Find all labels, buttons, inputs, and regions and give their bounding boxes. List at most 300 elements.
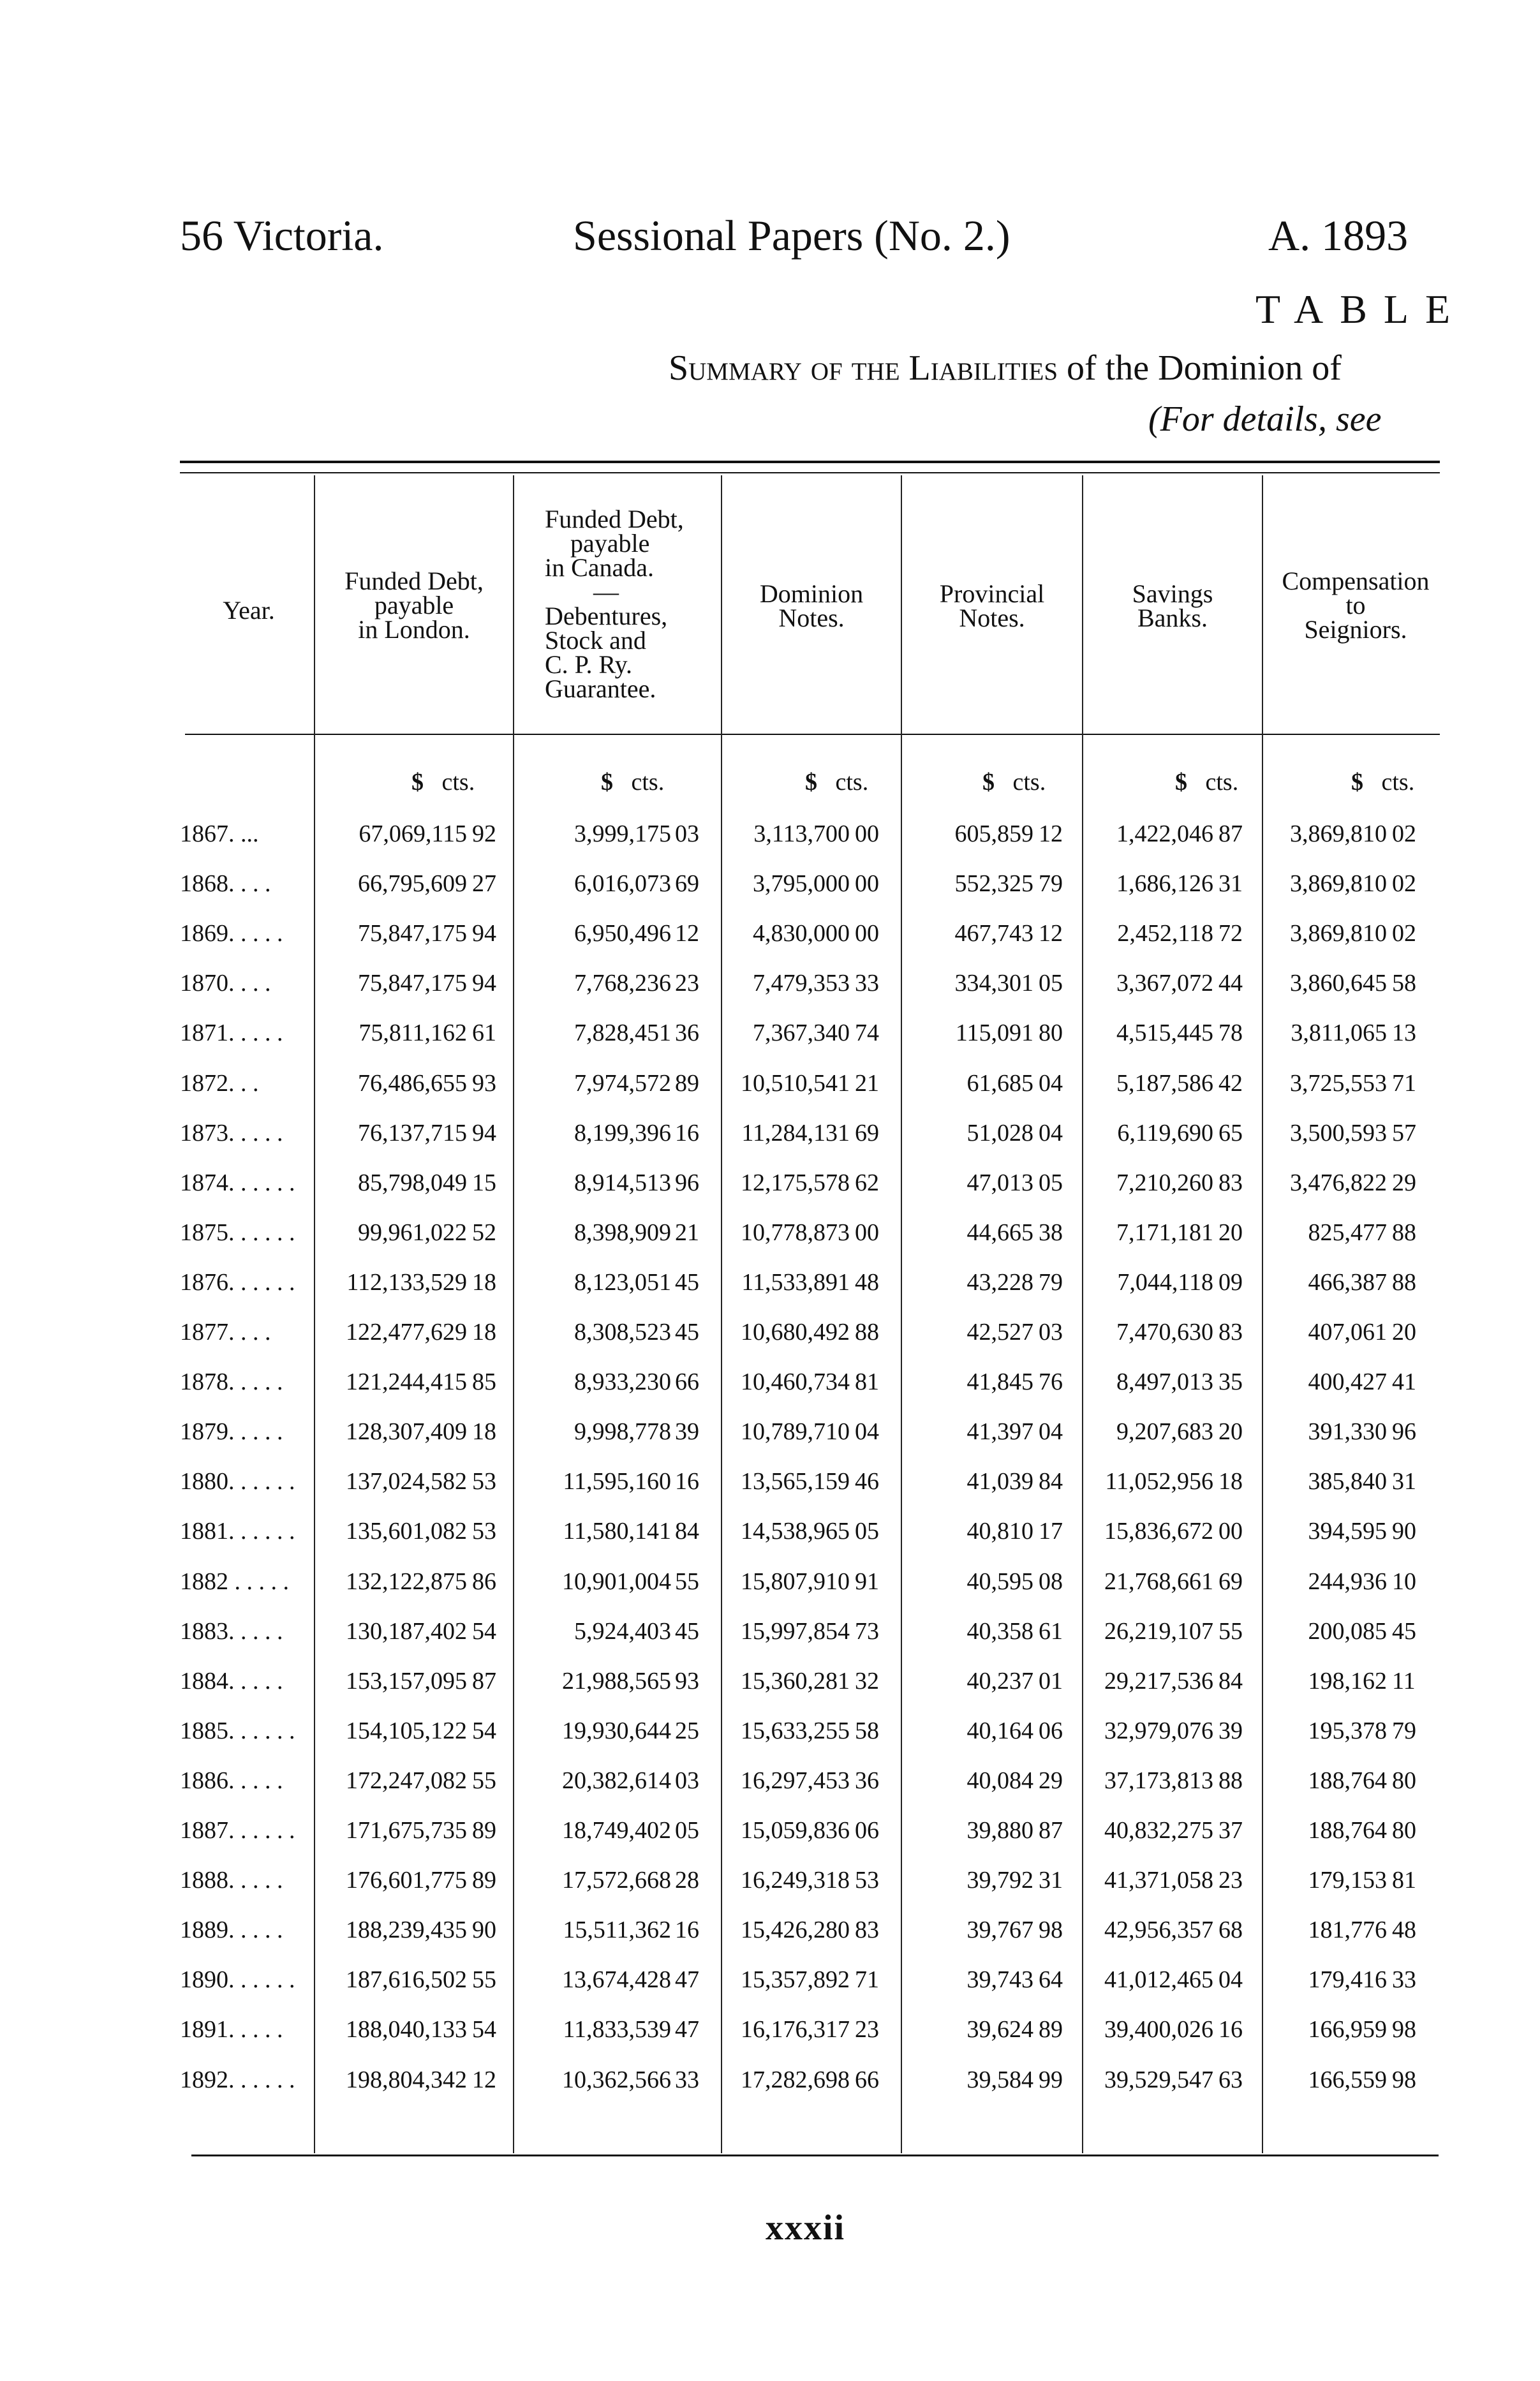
- dominion-cents: 33: [855, 970, 879, 997]
- dominion-amount: 10,789,710: [741, 1418, 850, 1446]
- savings-amount: 37,173,813: [1104, 1767, 1213, 1794]
- table-row: [0, 1966, 1540, 2015]
- dominion-cents: 32: [855, 1667, 879, 1695]
- row-year: 1867. ...: [180, 820, 259, 847]
- unit-cents: cts.: [631, 769, 665, 796]
- dominion-cents: 05: [855, 1518, 879, 1545]
- seigniors-amount: 3,500,593: [1290, 1119, 1387, 1146]
- savings-cents: 69: [1218, 1568, 1243, 1595]
- dominion-amount: 11,533,891: [741, 1268, 850, 1296]
- dominion-amount: 15,426,280: [741, 1917, 850, 1944]
- provincial-cents: 79: [1039, 870, 1063, 898]
- dominion-amount: 11,284,131: [741, 1119, 850, 1146]
- provincial-cents: 17: [1039, 1518, 1063, 1545]
- dominion-cents: 83: [855, 1917, 879, 1944]
- seigniors-cents: 20: [1392, 1319, 1416, 1346]
- provincial-cents: 84: [1039, 1468, 1063, 1495]
- top-rule: [180, 461, 1440, 463]
- provincial-amount: 61,685: [966, 1069, 1033, 1097]
- savings-amount: 41,371,058: [1104, 1867, 1213, 1894]
- canada-line-6: Stock and: [545, 626, 646, 655]
- london-amount: 188,040,133: [346, 2016, 467, 2044]
- unit-cents: cts.: [835, 769, 869, 796]
- subtitle-smallcaps: Summary of the Liabilities: [669, 348, 1058, 388]
- savings-amount: 7,171,181: [1116, 1219, 1213, 1246]
- page-number: xxxii: [766, 2208, 846, 2248]
- canada-amount: 8,914,513: [574, 1169, 671, 1196]
- provincial-amount: 40,358: [966, 1617, 1033, 1645]
- unit-provincial: [982, 768, 1046, 796]
- canada-amount: 6,016,073: [574, 870, 671, 898]
- table-row: [0, 2066, 1540, 2116]
- london-cents: 55: [472, 1966, 496, 1994]
- canada-cents: 23: [675, 970, 699, 997]
- provincial-amount: 39,792: [966, 1867, 1033, 1894]
- savings-cents: 35: [1218, 1369, 1243, 1396]
- london-cents: 61: [472, 1020, 496, 1047]
- provincial-amount: 334,301: [954, 970, 1033, 997]
- savings-cents: 84: [1218, 1667, 1243, 1695]
- savings-line-2: Banks.: [1137, 604, 1208, 632]
- london-amount: 137,024,582: [346, 1468, 467, 1495]
- canada-cents: 45: [675, 1617, 699, 1645]
- table-row: [0, 1368, 1540, 1418]
- london-cents: 87: [472, 1667, 496, 1695]
- unit-cents: cts.: [441, 769, 475, 796]
- canada-amount: 8,933,230: [574, 1369, 671, 1396]
- table-row: [0, 1268, 1540, 1318]
- savings-amount: 3,367,072: [1116, 970, 1213, 997]
- dominion-amount: 13,565,159: [741, 1468, 850, 1495]
- savings-amount: 9,207,683: [1116, 1418, 1213, 1446]
- table-row: [0, 1866, 1540, 1916]
- col-header-london: [315, 569, 513, 642]
- canada-cents: 45: [675, 1319, 699, 1346]
- london-amount: 122,477,629: [346, 1319, 467, 1346]
- london-cents: 18: [472, 1268, 496, 1296]
- savings-amount: 1,686,126: [1116, 870, 1213, 898]
- london-cents: 53: [472, 1468, 496, 1495]
- table-row: [0, 870, 1540, 919]
- dominion-amount: 7,479,353: [753, 970, 850, 997]
- dominion-amount: 15,360,281: [741, 1667, 850, 1695]
- dominion-amount: 16,176,317: [741, 2016, 850, 2044]
- row-year: 1890. . . . . .: [180, 1966, 295, 1994]
- table-row: [0, 1069, 1540, 1119]
- dominion-amount: 15,633,255: [741, 1717, 850, 1744]
- seigniors-line-3: Seigniors.: [1304, 615, 1407, 644]
- col-header-provincial: [902, 579, 1082, 632]
- savings-cents: 55: [1218, 1617, 1243, 1645]
- seigniors-cents: 58: [1392, 970, 1416, 997]
- canada-line-7: C. P. Ry.: [545, 650, 632, 679]
- provincial-cents: 29: [1039, 1767, 1063, 1794]
- dominion-cents: 06: [855, 1817, 879, 1844]
- canada-amount: 11,595,160: [563, 1468, 671, 1495]
- dominion-cents: 04: [855, 1418, 879, 1446]
- canada-amount: 18,749,402: [562, 1817, 671, 1844]
- unit-dollar: $: [601, 769, 613, 796]
- savings-cents: 20: [1218, 1418, 1243, 1446]
- table-row: [0, 1816, 1540, 1866]
- canada-cents: 33: [675, 2066, 699, 2093]
- unit-dominion: [805, 768, 868, 796]
- dominion-amount: 15,997,854: [741, 1617, 850, 1645]
- london-amount: 76,486,655: [358, 1069, 467, 1097]
- table-heading: TABLE: [1255, 286, 1467, 332]
- dominion-amount: 10,510,541: [741, 1069, 850, 1097]
- provincial-amount: 39,624: [966, 2016, 1033, 2044]
- table-row: [0, 1418, 1540, 1467]
- col-header-seigniors: [1263, 569, 1448, 642]
- canada-amount: 20,382,614: [562, 1767, 671, 1794]
- london-amount: 99,961,022: [358, 1219, 467, 1246]
- col-header-savings: [1083, 579, 1262, 632]
- table-row: [0, 919, 1540, 969]
- london-cents: 15: [472, 1169, 496, 1196]
- table-row: [0, 1318, 1540, 1368]
- dominion-cents: 00: [855, 870, 879, 898]
- provincial-amount: 41,039: [966, 1468, 1033, 1495]
- canada-cents: 21: [675, 1219, 699, 1246]
- seigniors-cents: 96: [1392, 1418, 1416, 1446]
- seigniors-amount: 391,330: [1308, 1418, 1387, 1446]
- dominion-cents: 21: [855, 1069, 879, 1097]
- savings-cents: 23: [1218, 1867, 1243, 1894]
- canada-amount: 17,572,668: [562, 1867, 671, 1894]
- seigniors-cents: 88: [1392, 1268, 1416, 1296]
- london-amount: 121,244,415: [346, 1369, 467, 1396]
- provincial-cents: 08: [1039, 1568, 1063, 1595]
- dominion-cents: 23: [855, 2016, 879, 2044]
- unit-seigniors: [1351, 768, 1414, 796]
- seigniors-amount: 385,840: [1308, 1468, 1387, 1495]
- canada-amount: 6,950,496: [574, 920, 671, 947]
- savings-cents: 20: [1218, 1219, 1243, 1246]
- table-subtitle: [669, 348, 1342, 389]
- row-year: 1891. . . . .: [180, 2016, 283, 2044]
- provincial-amount: 42,527: [966, 1319, 1033, 1346]
- seigniors-line-2: to: [1345, 591, 1366, 619]
- provincial-cents: 05: [1039, 1169, 1063, 1196]
- top-rule-thin: [180, 472, 1440, 473]
- canada-cents: 05: [675, 1817, 699, 1844]
- london-line-3: in London.: [358, 615, 470, 644]
- provincial-cents: 76: [1039, 1369, 1063, 1396]
- dominion-cents: 46: [855, 1468, 879, 1495]
- provincial-amount: 552,325: [954, 870, 1033, 898]
- row-year: 1874. . . . . .: [180, 1169, 295, 1196]
- london-cents: 86: [472, 1568, 496, 1595]
- dominion-cents: 69: [855, 1119, 879, 1146]
- canada-cents: 25: [675, 1717, 699, 1744]
- row-year: 1884. . . . .: [180, 1667, 283, 1695]
- seigniors-amount: 400,427: [1308, 1369, 1387, 1396]
- savings-cents: 18: [1218, 1468, 1243, 1495]
- london-cents: 85: [472, 1369, 496, 1396]
- dominion-amount: 10,778,873: [741, 1219, 850, 1246]
- london-cents: 89: [472, 1817, 496, 1844]
- provincial-amount: 41,397: [966, 1418, 1033, 1446]
- seigniors-amount: 200,085: [1308, 1617, 1387, 1645]
- canada-line-4: —: [593, 577, 619, 606]
- table-row: [0, 1717, 1540, 1767]
- unit-dollar: $: [411, 769, 424, 796]
- london-cents: 93: [472, 1069, 496, 1097]
- seigniors-cents: 29: [1392, 1169, 1416, 1196]
- canada-amount: 5,924,403: [574, 1617, 671, 1645]
- savings-amount: 42,956,357: [1104, 1917, 1213, 1944]
- provincial-amount: 51,028: [966, 1119, 1033, 1146]
- provincial-amount: 40,595: [966, 1568, 1033, 1595]
- provincial-cents: 03: [1039, 1319, 1063, 1346]
- canada-amount: 7,828,451: [574, 1020, 671, 1047]
- savings-amount: 32,979,076: [1104, 1717, 1213, 1744]
- canada-amount: 21,988,565: [562, 1667, 671, 1695]
- seigniors-amount: 3,860,645: [1290, 970, 1387, 997]
- canada-cents: 16: [675, 1119, 699, 1146]
- seigniors-amount: 466,387: [1308, 1268, 1387, 1296]
- col-header-year-text: Year.: [223, 596, 275, 625]
- savings-amount: 7,470,630: [1116, 1319, 1213, 1346]
- unit-canada: [601, 768, 664, 796]
- seigniors-amount: 166,559: [1308, 2066, 1387, 2093]
- provincial-amount: 40,164: [966, 1717, 1033, 1744]
- savings-cents: 16: [1218, 2016, 1243, 2044]
- canada-amount: 8,398,909: [574, 1219, 671, 1246]
- london-cents: 52: [472, 1219, 496, 1246]
- provincial-cents: 79: [1039, 1268, 1063, 1296]
- seigniors-cents: 81: [1392, 1867, 1416, 1894]
- provincial-amount: 39,584: [966, 2066, 1033, 2093]
- savings-amount: 41,012,465: [1104, 1966, 1213, 1994]
- dominion-amount: 3,795,000: [753, 870, 850, 898]
- unit-dollar: $: [982, 769, 995, 796]
- dominion-amount: 7,367,340: [753, 1020, 850, 1047]
- savings-cents: 68: [1218, 1917, 1243, 1944]
- canada-line-5: Debentures,: [545, 602, 668, 630]
- provincial-amount: 39,767: [966, 1917, 1033, 1944]
- provincial-amount: 47,013: [966, 1169, 1033, 1196]
- savings-amount: 2,452,118: [1117, 920, 1213, 947]
- dominion-cents: 53: [855, 1867, 879, 1894]
- dominion-amount: 10,680,492: [741, 1319, 850, 1346]
- provincial-amount: 39,880: [966, 1817, 1033, 1844]
- london-cents: 94: [472, 970, 496, 997]
- canada-cents: 03: [675, 1767, 699, 1794]
- provincial-cents: 12: [1039, 820, 1063, 847]
- canada-cents: 66: [675, 1369, 699, 1396]
- provincial-amount: 40,810: [966, 1518, 1033, 1545]
- canada-line-2: payable: [570, 529, 650, 558]
- london-amount: 66,795,609: [358, 870, 467, 898]
- seigniors-cents: 11: [1392, 1667, 1416, 1695]
- provincial-amount: 115,091: [955, 1020, 1033, 1047]
- london-amount: 154,105,122: [346, 1717, 467, 1744]
- dominion-amount: 16,249,318: [741, 1867, 850, 1894]
- details-note: (For details, see: [1148, 399, 1382, 439]
- provincial-cents: 38: [1039, 1219, 1063, 1246]
- seigniors-amount: 3,725,553: [1290, 1069, 1387, 1097]
- dominion-cents: 62: [855, 1169, 879, 1196]
- provincial-line-1: Provincial: [939, 579, 1045, 608]
- london-cents: 54: [472, 1717, 496, 1744]
- table-row: [0, 2015, 1540, 2065]
- table-row: [0, 1119, 1540, 1169]
- savings-amount: 15,836,672: [1104, 1518, 1213, 1545]
- header-divider: [185, 734, 1440, 735]
- seigniors-cents: 98: [1392, 2066, 1416, 2093]
- canada-cents: 16: [675, 1468, 699, 1495]
- london-amount: 75,847,175: [358, 970, 467, 997]
- dominion-amount: 15,807,910: [741, 1568, 850, 1595]
- london-cents: 92: [472, 820, 496, 847]
- london-cents: 27: [472, 870, 496, 898]
- seigniors-cents: 31: [1392, 1468, 1416, 1495]
- london-cents: 54: [472, 1617, 496, 1645]
- provincial-line-2: Notes.: [959, 604, 1025, 632]
- savings-amount: 40,832,275: [1104, 1817, 1213, 1844]
- dominion-amount: 15,059,836: [741, 1817, 850, 1844]
- seigniors-amount: 3,476,822: [1290, 1169, 1387, 1196]
- provincial-cents: 89: [1039, 2016, 1063, 2044]
- canada-line-3: in Canada.: [545, 553, 655, 582]
- row-year: 1880. . . . . .: [180, 1468, 295, 1495]
- savings-amount: 8,497,013: [1116, 1369, 1213, 1396]
- canada-amount: 19,930,644: [562, 1717, 671, 1744]
- seigniors-cents: 41: [1392, 1369, 1416, 1396]
- london-amount: 132,122,875: [346, 1568, 467, 1595]
- london-amount: 135,601,082: [346, 1518, 467, 1545]
- canada-amount: 9,998,778: [574, 1418, 671, 1446]
- provincial-cents: 05: [1039, 970, 1063, 997]
- london-cents: 18: [472, 1418, 496, 1446]
- london-cents: 55: [472, 1767, 496, 1794]
- unit-london: [411, 768, 475, 796]
- bottom-rule: [191, 2155, 1439, 2156]
- seigniors-amount: 3,869,810: [1290, 820, 1387, 847]
- savings-cents: 39: [1218, 1717, 1243, 1744]
- savings-cents: 83: [1218, 1169, 1243, 1196]
- seigniors-cents: 71: [1392, 1069, 1416, 1097]
- seigniors-amount: 198,162: [1308, 1667, 1387, 1695]
- seigniors-cents: 48: [1392, 1917, 1416, 1944]
- provincial-amount: 467,743: [954, 920, 1033, 947]
- row-year: 1887. . . . . .: [180, 1817, 295, 1844]
- canada-cents: 47: [675, 1966, 699, 1994]
- seigniors-amount: 195,378: [1308, 1717, 1387, 1744]
- canada-amount: 7,768,236: [574, 970, 671, 997]
- dominion-amount: 12,175,578: [741, 1169, 850, 1196]
- london-cents: 12: [472, 2066, 496, 2093]
- london-amount: 75,847,175: [358, 920, 467, 947]
- dominion-cents: 74: [855, 1020, 879, 1047]
- seigniors-amount: 179,153: [1308, 1867, 1387, 1894]
- london-amount: 153,157,095: [346, 1667, 467, 1695]
- dominion-cents: 73: [855, 1617, 879, 1645]
- table-row: [0, 1916, 1540, 1966]
- canada-cents: 69: [675, 870, 699, 898]
- seigniors-amount: 179,416: [1308, 1966, 1387, 1994]
- seigniors-cents: 80: [1392, 1767, 1416, 1794]
- provincial-amount: 43,228: [966, 1268, 1033, 1296]
- unit-dollar: $: [1175, 769, 1187, 796]
- savings-amount: 1,422,046: [1116, 820, 1213, 847]
- canada-amount: 11,833,539: [563, 2016, 671, 2044]
- table-row: [0, 1219, 1540, 1268]
- savings-cents: 65: [1218, 1119, 1243, 1146]
- london-cents: 53: [472, 1518, 496, 1545]
- canada-amount: 7,974,572: [574, 1069, 671, 1097]
- seigniors-amount: 3,869,810: [1290, 870, 1387, 898]
- seigniors-cents: 88: [1392, 1219, 1416, 1246]
- london-line-1: Funded Debt,: [344, 567, 484, 595]
- savings-amount: 7,044,118: [1117, 1268, 1213, 1296]
- savings-amount: 21,768,661: [1104, 1568, 1213, 1595]
- london-amount: 188,239,435: [346, 1917, 467, 1944]
- seigniors-cents: 02: [1392, 920, 1416, 947]
- dominion-cents: 88: [855, 1319, 879, 1346]
- savings-amount: 39,529,547: [1104, 2066, 1213, 2093]
- row-year: 1888. . . . .: [180, 1867, 283, 1894]
- seigniors-amount: 181,776: [1308, 1917, 1387, 1944]
- col-header-year: [191, 598, 306, 623]
- header-left: 56 Victoria.: [180, 211, 384, 260]
- seigniors-cents: 02: [1392, 870, 1416, 898]
- dominion-amount: 15,357,892: [741, 1966, 850, 1994]
- table-row: [0, 1467, 1540, 1517]
- canada-cents: 16: [675, 1917, 699, 1944]
- unit-cents: cts.: [1012, 769, 1046, 796]
- dominion-cents: 00: [855, 1219, 879, 1246]
- dominion-cents: 36: [855, 1767, 879, 1794]
- canada-cents: 45: [675, 1268, 699, 1296]
- header-right: A. 1893: [1268, 211, 1409, 260]
- table-row: [0, 1019, 1540, 1069]
- provincial-cents: 99: [1039, 2066, 1063, 2093]
- canada-line-1: Funded Debt,: [545, 505, 684, 533]
- dominion-amount: 3,113,700: [753, 820, 850, 847]
- canada-amount: 11,580,141: [563, 1518, 671, 1545]
- canada-amount: 10,901,004: [562, 1568, 671, 1595]
- header-center: Sessional Papers (No. 2.): [573, 211, 1011, 260]
- london-amount: 75,811,162: [359, 1020, 467, 1047]
- seigniors-cents: 80: [1392, 1817, 1416, 1844]
- unit-cents: cts.: [1381, 769, 1415, 796]
- seigniors-cents: 10: [1392, 1568, 1416, 1595]
- seigniors-amount: 166,959: [1308, 2016, 1387, 2044]
- table-row: [0, 1517, 1540, 1567]
- seigniors-cents: 98: [1392, 2016, 1416, 2044]
- london-amount: 130,187,402: [346, 1617, 467, 1645]
- row-year: 1871. . . . .: [180, 1020, 283, 1047]
- canada-cents: 96: [675, 1169, 699, 1196]
- table-row: [0, 1667, 1540, 1717]
- provincial-cents: 04: [1039, 1069, 1063, 1097]
- london-amount: 176,601,775: [346, 1867, 467, 1894]
- savings-cents: 83: [1218, 1319, 1243, 1346]
- savings-cents: 63: [1218, 2066, 1243, 2093]
- london-amount: 85,798,049: [358, 1169, 467, 1196]
- london-amount: 171,675,735: [346, 1817, 467, 1844]
- dominion-cents: 58: [855, 1717, 879, 1744]
- canada-amount: 13,674,428: [562, 1966, 671, 1994]
- unit-dollar: $: [1351, 769, 1363, 796]
- seigniors-cents: 13: [1392, 1020, 1416, 1047]
- seigniors-amount: 188,764: [1308, 1767, 1387, 1794]
- subtitle-rest: of the Dominion of: [1058, 348, 1342, 388]
- row-year: 1869. . . . .: [180, 920, 283, 947]
